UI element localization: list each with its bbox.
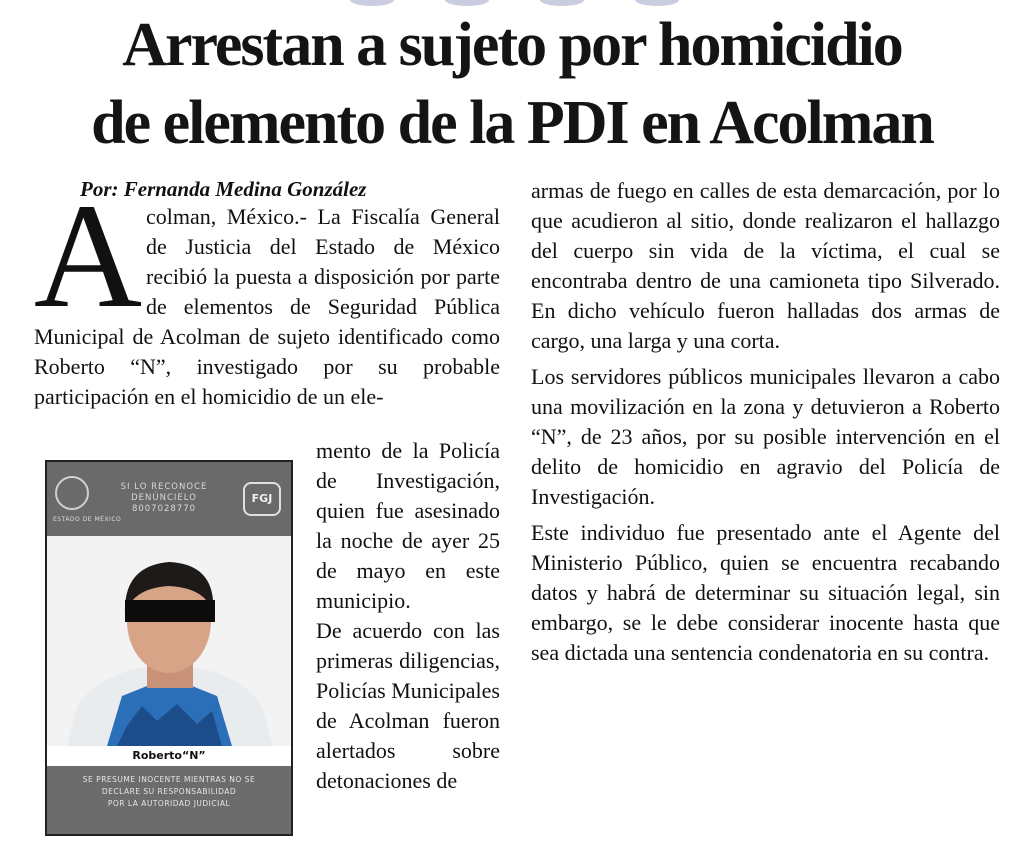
paragraph-4: Este individuo fue presentado ante el Agente del Ministerio Público, quien se encuentra recabando datos y habrá de determinar su situación legal, sin embargo, se le debe considerar inocente hasta que sea dictada una sentencia condenatoria en su contra.: [531, 520, 1000, 665]
paragraph-2-continuation: armas de fuego en calles de esta demarcación, por lo que acudieron al sitio, donde realizaron el hallazgo del cuerpo sin vida de la víctima, el cual se encontraba dentro de una camioneta tipo Silverado. En dicho vehículo fueron halladas dos armas de cargo, una larga y una corta.: [531, 178, 1000, 353]
suspect-portrait: [47, 536, 291, 746]
notice-line-1: SE PRESUME INOCENTE MIENTRAS NO SE: [82, 775, 256, 784]
notice-line-2: DECLARE SU RESPONSABILIDAD: [101, 787, 237, 796]
drop-cap: A: [33, 173, 143, 339]
paragraph-3: Los servidores públicos municipales llevaron a cabo una movilización en la zona y detuvieron a Roberto “N”, de 23 años, por su posible intervención en el delito de homicidio en agravio del Policía de Investigación.: [531, 364, 1000, 509]
seal-caption: ESTADO DE MÉXICO: [53, 516, 122, 523]
lead-continuation: mento de la Policía de Investigación, quien fue asesinado la noche de ayer 25 de mayo en este municipio.: [316, 438, 500, 613]
headline-line-1: Arrestan a sujeto por homicidio: [122, 11, 902, 79]
narrow-column: [316, 436, 500, 796]
state-seal-icon: [55, 476, 89, 510]
photo-header-text: [99, 482, 229, 515]
notice-line-3: POR LA AUTORIDAD JUDICIAL: [107, 799, 231, 808]
lead-paragraph: [34, 202, 500, 412]
header-line-2: DENÚNCIELO: [131, 493, 197, 503]
byline: Por: Fernanda Medina González: [80, 177, 367, 201]
header-line-3: 8007028770: [131, 504, 197, 514]
fgj-logo: FGJ: [243, 482, 281, 516]
suspect-photo: [45, 460, 293, 836]
headline-line-2: de elemento de la PDI en Acolman: [91, 89, 933, 157]
paragraph-2: De acuerdo con las primeras diligencias, Policías Municipales de Acolman fueron alertados sobre detonaciones de: [316, 618, 500, 793]
headline: [0, 6, 1024, 162]
presumption-notice: [47, 766, 291, 836]
photo-header-band: [47, 462, 291, 536]
lead-text: colman, México.- La Fiscalía General de Justicia del Estado de México recibió la puesta a disposición por parte de elementos de Seguridad Pública Municipal de Acolman de sujeto identificado como Roberto “N”, investigado por su probable participación en el homicidio de un ele-: [34, 204, 500, 409]
header-line-1: SI LO RECONOCE: [120, 482, 208, 492]
right-column: [531, 176, 1000, 674]
suspect-name: Roberto“N”: [47, 746, 291, 766]
